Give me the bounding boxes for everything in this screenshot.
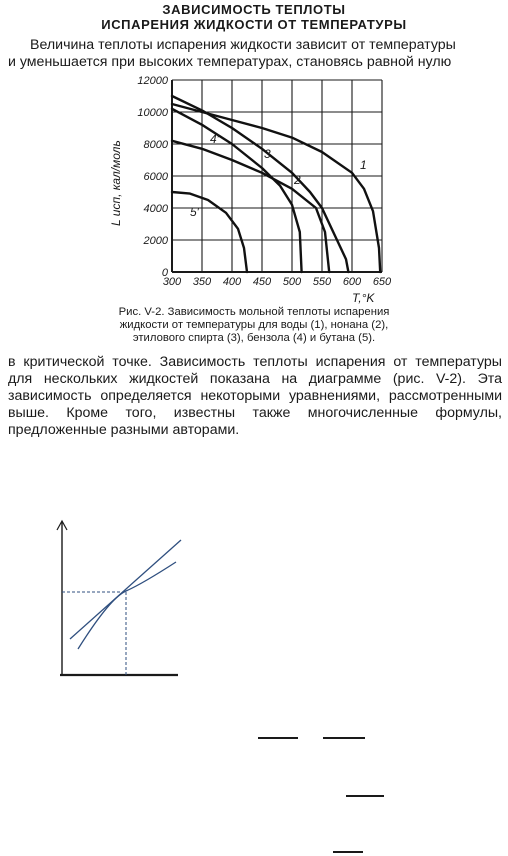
chart-grid [172,80,382,272]
y-tick-label: 10000 [137,107,168,119]
fraction-bar [258,737,298,739]
figure-caption-line-3: этилового спирта (3), бензола (4) и бутана (5). [132,332,376,344]
x-tick-label: 500 [282,276,302,288]
figure-caption-line-2: жидкости от температуры для воды (1), нонана (2), [119,319,389,331]
sketch-curve [78,562,176,649]
curve-1 [172,104,380,272]
chart-curves [172,96,380,272]
tangent-sketch [50,518,190,683]
chart-y-axis-label: L исп, кал/моль [109,140,123,226]
x-tick-label: 650 [372,276,392,288]
x-tick-label: 400 [222,276,242,288]
intro-line-2: и уменьшается при высоких температурах, становясь равной нулю [8,54,452,70]
y-tick-label: 4000 [143,203,168,215]
x-tick-label: 350 [192,276,212,288]
chart-x-axis-label: T,°K [352,291,375,305]
curve-label: 2 [294,173,301,187]
x-tick-label: 450 [252,276,272,288]
chart-tick-labels [137,75,392,288]
curve-label: 3 [264,147,271,161]
curve-label: 1 [360,157,367,172]
vaporization-heat-chart [100,74,420,306]
curve-label: 4′ [210,131,219,146]
y-tick-label: 8000 [143,139,168,151]
x-tick-label: 600 [342,276,362,288]
x-tick-label: 300 [162,276,182,288]
curve-label: 5′ [190,205,199,219]
body-paragraph: в критической точке. Зависимость теплоты испарения от температуры для нескольких жидкостей показана на диаграмме (рис. V-2). Эта зависимость определяется некоторыми уравнениями, рассмотренными выше. Кроме того, известны также многочисленные формулы, предложенные разными авторами. [8,354,502,438]
y-tick-label: 6000 [143,171,168,183]
fraction-bar [346,795,384,797]
fraction-bar [333,851,363,853]
y-tick-label: 12000 [137,75,168,87]
y-tick-label: 2000 [143,235,168,247]
curve-5 [172,192,247,272]
figure-caption-line-1: Рис. V-2. Зависимость мольной теплоты испарения [118,306,390,318]
x-tick-label: 550 [312,276,332,288]
fraction-bar [323,737,365,739]
page-title-line-1: ЗАВИСИМОСТЬ ТЕПЛОТЫ [162,2,346,17]
y-tick-label: 0 [161,267,168,279]
intro-line-1: Величина теплоты испарения жидкости зависит от температуры [30,37,456,53]
page-title-line-2: ИСПАРЕНИЯ ЖИДКОСТИ ОТ ТЕМПЕРАТУРЫ [101,17,407,32]
